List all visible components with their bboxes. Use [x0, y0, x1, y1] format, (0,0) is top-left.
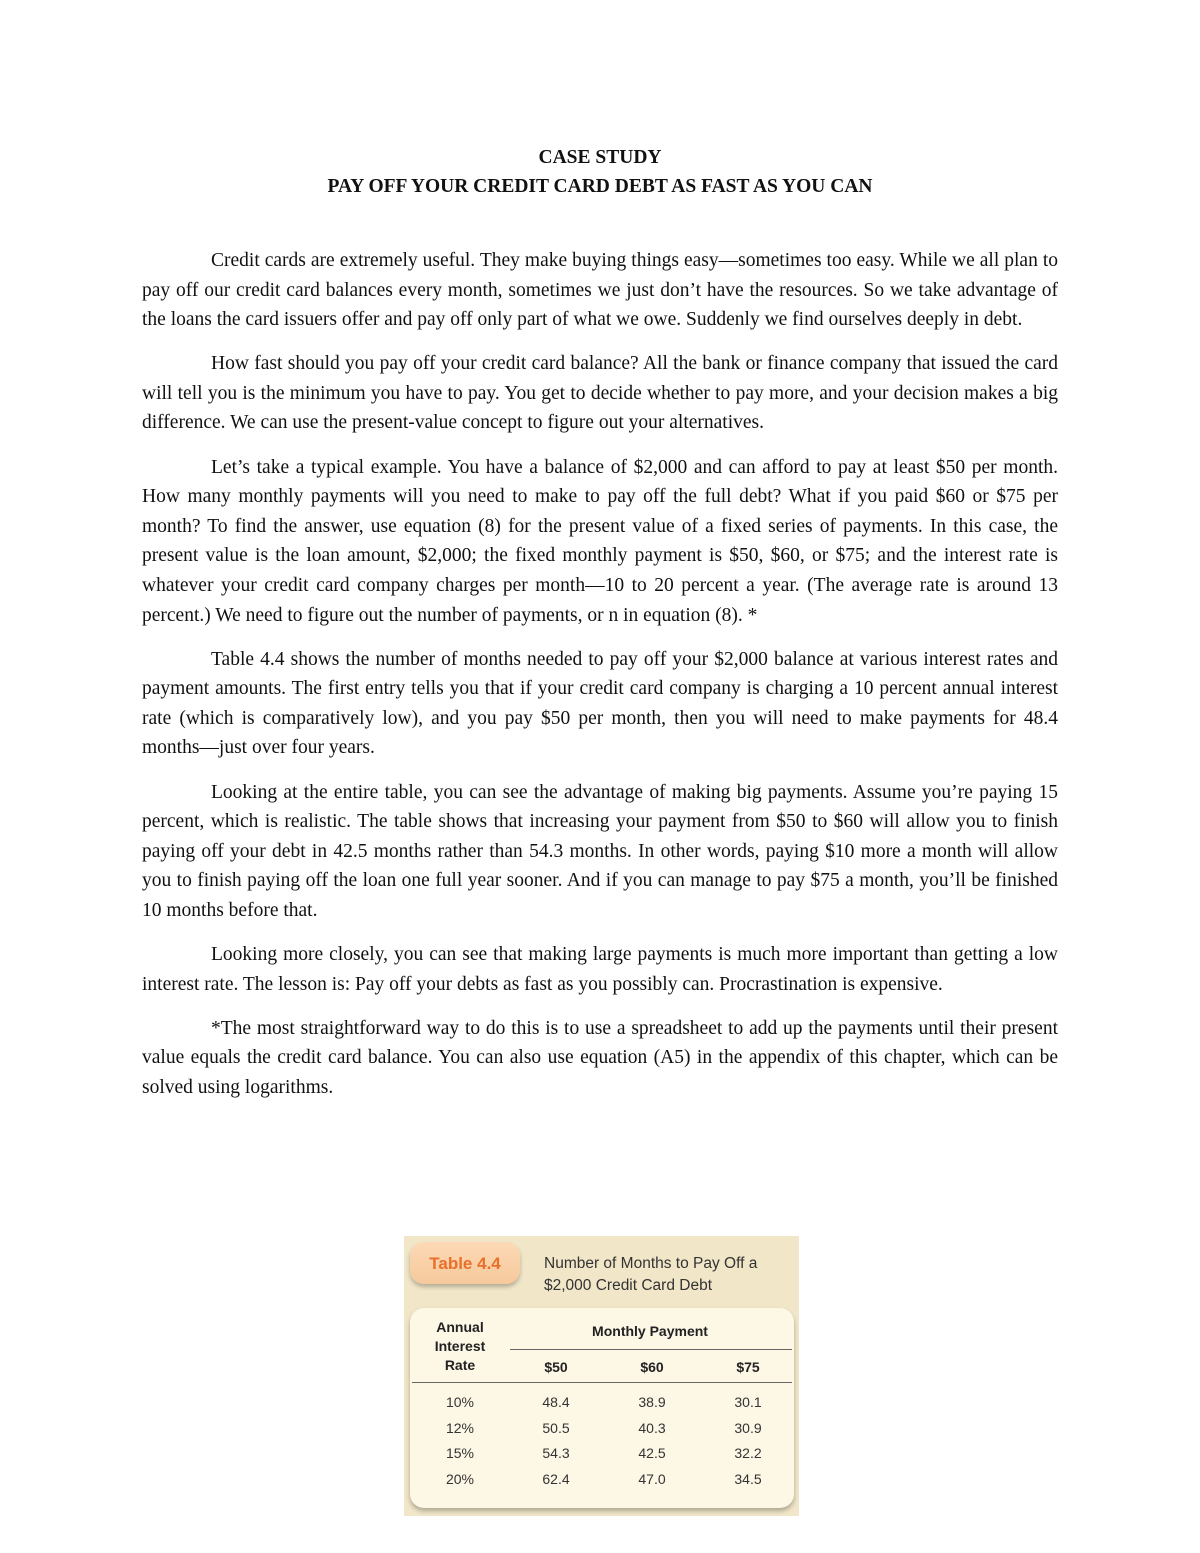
- table-label: Table 4.4: [410, 1242, 520, 1284]
- rate-cell: 15%: [445, 1445, 475, 1461]
- row-header: [414, 1318, 506, 1375]
- table-cell: 30.1: [734, 1394, 762, 1410]
- paragraph-table-explanation: Table 4.4 shows the number of months needed to pay off your $2,000 balance at various interest rates and payment amounts. The first entry tells you that if your credit card company is charging a 10 percent annual interest rate (which is comparatively low), and you pay $50 per month, then you will need to make payments for 48.4 months—just over four years.: [142, 648, 1058, 759]
- table-caption-line-1: Number of Months to Pay Off a: [544, 1255, 758, 1272]
- data-table: [410, 1308, 794, 1508]
- document-subtitle: PAY OFF YOUR CREDIT CARD DEBT AS FAST AS YOU CAN: [327, 176, 873, 197]
- rate-cell: 10%: [445, 1394, 475, 1410]
- column-group-header: Monthly Payment: [592, 1323, 708, 1339]
- paragraph-big-payments: Looking at the entire table, you can see the advantage of making big payments. Assume you’re paying 15 percent, which is realistic. The table shows that increasing your payment from $50 to $60 will allow you to finish paying off your debt in 42.5 months rather than 54.3 months. In other words, paying $10 more a month will allow you to finish paying off the loan one full year sooner. And if you can manage to pay $75 a month, you’ll be finished 10 months before that.: [142, 781, 1058, 921]
- row-header-line-2: Interest: [434, 1338, 486, 1354]
- group-divider: [510, 1349, 792, 1350]
- table-cell: 48.4: [542, 1394, 570, 1410]
- paragraph-lesson: Looking more closely, you can see that making large payments is much more important than getting a low interest rate. The lesson is: Pay off your debts as fast as you possibly can. Procrastination is expensive.: [142, 943, 1058, 995]
- header-divider: [412, 1382, 792, 1383]
- paragraph-footnote: *The most straightforward way to do this is to use a spreadsheet to add up the payments until their present value equals the credit card balance. You can also use equation (A5) in the appendix of this chapter, which can be solved using logarithms.: [142, 1017, 1058, 1098]
- table-figure: [404, 1236, 799, 1516]
- column-header: $60: [640, 1359, 664, 1375]
- table-cell: 62.4: [542, 1471, 570, 1487]
- table-cell: 34.5: [734, 1471, 762, 1487]
- table-caption: [544, 1253, 794, 1297]
- table-cell: 47.0: [638, 1471, 666, 1487]
- table-cell: 42.5: [638, 1445, 666, 1461]
- paragraph-how-fast: How fast should you pay off your credit card balance? All the bank or finance company that issued the card will tell you is the minimum you have to pay. You get to decide whether to pay more, and your decision makes a big difference. We can use the present-value concept to figure out your alternatives.: [142, 353, 1058, 434]
- paragraph-example: Let’s take a typical example. You have a balance of $2,000 and can afford to pay at least $50 per month. How many monthly payments will you need to make to pay off the full debt? What if you paid $60 or $75 per month? To find the answer, use equation (8) for the present value of a fixed series of payments. In this case, the present value is the loan amount, $2,000; the fixed monthly payment is $50, $60, or $75; and the interest rate is whatever your credit card company charges per month—10 to 20 percent a year. (The average rate is around 13 percent.) We need to figure out the number of payments, or n in equation (8). *: [142, 456, 1058, 626]
- column-header: $75: [736, 1359, 760, 1375]
- table-cell: 50.5: [542, 1420, 570, 1436]
- table-cell: 30.9: [734, 1420, 762, 1436]
- paragraph-intro: Credit cards are extremely useful. They make buying things easy—sometimes too easy. While we all plan to pay off our credit card balances every month, sometimes we just don’t have the resources. So we take advantage of the loans the card issuers offer and pay off only part of what we owe. Suddenly we find ourselves deeply in debt.: [142, 250, 1058, 331]
- table-cell: 40.3: [638, 1420, 666, 1436]
- document-page: [142, 143, 1058, 1117]
- rate-cell: 20%: [445, 1471, 475, 1487]
- rate-cell: 12%: [445, 1420, 475, 1436]
- document-title: CASE STUDY: [538, 147, 662, 168]
- column-header: $50: [544, 1359, 568, 1375]
- table-cell: 32.2: [734, 1445, 762, 1461]
- table-cell: 54.3: [542, 1445, 570, 1461]
- table-caption-line-2: $2,000 Credit Card Debt: [544, 1277, 713, 1294]
- table-cell: 38.9: [638, 1394, 666, 1410]
- row-header-line-1: Annual: [436, 1319, 484, 1335]
- row-header-line-3: Rate: [444, 1357, 476, 1373]
